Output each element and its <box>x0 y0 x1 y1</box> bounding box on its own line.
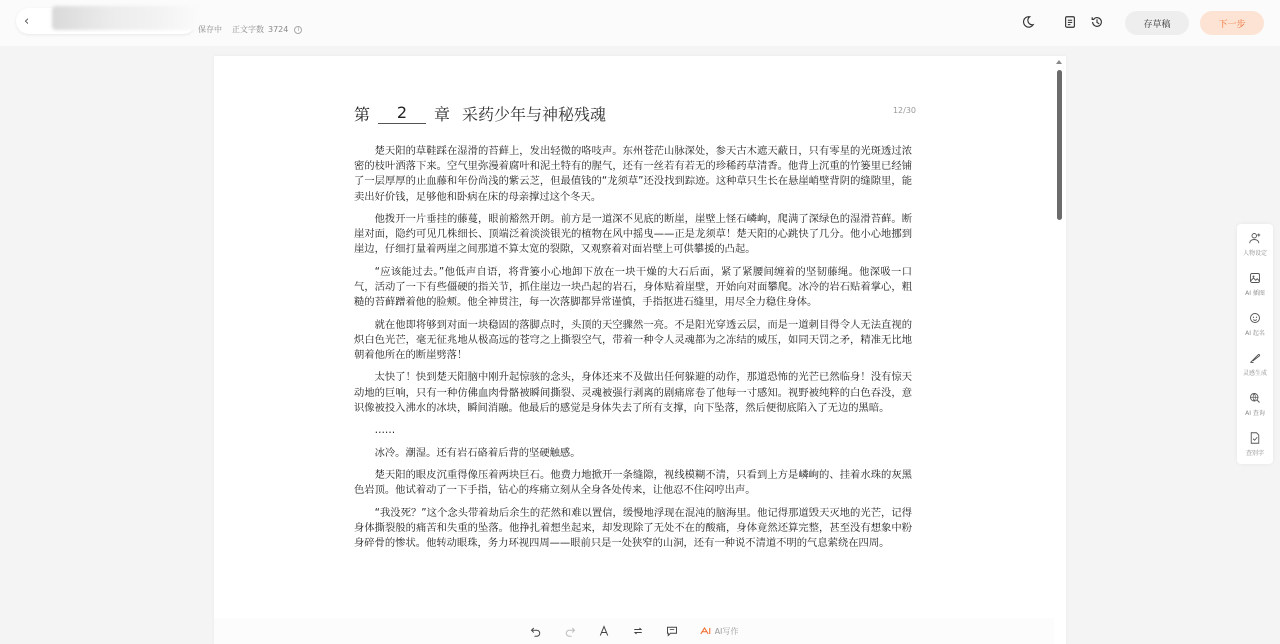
feather-pen-icon <box>1249 352 1261 364</box>
save-draft-button[interactable]: 存草稿 <box>1125 11 1189 35</box>
side-item-typo-check[interactable] <box>1237 432 1273 468</box>
document-list-icon[interactable] <box>1063 15 1077 29</box>
save-status-text: 保存中 <box>198 25 222 34</box>
paragraph: 冰冷。潮湿。还有岩石硌着后背的坚硬触感。 <box>374 446 581 459</box>
paragraph: “应该能过去。”他低声自语，将背篓小心地卸下放在一块干燥的大石后面，紧了紧腰间缠着的坚韧藤绳。他深吸一口气，活动了一下有些僵硬的指关节，抓住崖边一块凸起的岩石，身体贴着崖壁，开始向对面攀爬。冰冷的岩石贴着掌心，粗糙的苔藓蹭着他的脸颊。他全神贯注，每一次落脚都异常谨慎，手指抠进石缝里，用尽全力稳住身体。 <box>354 265 912 309</box>
side-item-label: AI 查询 <box>1245 410 1265 417</box>
side-item-inspiration[interactable] <box>1237 352 1273 388</box>
paragraph: 楚天阳的眼皮沉重得像压着两块巨石。他费力地掀开一条缝隙，视线模糊不清，只看到上方是嶙峋的、挂着水珠的灰黑色岩顶。他试着动了一下手指，钻心的疼痛立刻从全身各处传来，让他忍不住闷哼出声。 <box>354 468 912 497</box>
moon-icon[interactable] <box>1021 15 1035 29</box>
info-icon[interactable]: i <box>294 26 302 34</box>
side-item-label: 灵感生成 <box>1242 370 1267 377</box>
paragraph: “我没死？”这个念头带着劫后余生的茫然和难以置信，缓慢地浮现在混沌的脑海里。他记得那道毁天灭地的光芒，记得身体撕裂般的痛苦和失重的坠落。他挣扎着想坐起来，却发现除了无处不在的酸痛，身体竟然还算完整，甚至没有想象中粉身碎骨的惨状。他转动眼珠，务力环视四周——眼前只是一处狭窄的山洞，还有一种说不清道不明的气息萦绕在四周。 <box>354 506 912 549</box>
save-status-bar <box>198 24 302 35</box>
user-add-icon <box>1249 232 1261 244</box>
editor-paper <box>214 56 1066 644</box>
history-icon[interactable] <box>1090 15 1104 29</box>
word-count-label: 正文字数 <box>232 25 264 34</box>
paragraph: 太快了！快到楚天阳脑中刚升起惊骇的念头，身体还来不及做出任何躲避的动作，那道恐怖的光芒已然临身！没有惊天动地的巨响，只有一种仿佛血肉骨骼被瞬间撕裂、灵魂被强行剥离的剧痛席卷了他每一寸感知。视野被纯粹的白色吞没，意识像被投入沸水的冰块，瞬间消融。他最后的感觉是身体失去了所有支撑，向下坠落，然后便彻底陷入了无边的黑暗。 <box>354 371 912 414</box>
chevron-left-icon: ‹ <box>24 13 30 29</box>
paragraph: 楚天阳的草鞋踩在湿滑的苔藓上，发出轻微的咯吱声。东州苍茫山脉深处，参天古木遮天蔽日，只有零星的光斑透过浓密的枝叶洒落下来。空气里弥漫着腐叶和泥土特有的腥气，还有一丝若有若无的珍稀药草清香。他背上沉重的竹篓里已经铺了一层厚厚的止血藤和年份尚浅的紫云芝，但最值钱的“龙须草”还没找到踪迹。这种草只生长在悬崖峭壁背阴的缝隙里，能卖出好价钱，足够他和卧病在床的母亲撑过这个冬天。 <box>354 145 912 203</box>
document-check-icon <box>1249 432 1261 444</box>
comment-icon[interactable] <box>666 625 678 637</box>
replace-icon[interactable] <box>632 625 644 637</box>
undo-icon[interactable] <box>530 625 542 637</box>
ai-pen-icon <box>700 626 712 636</box>
side-item-ai-illustration[interactable] <box>1237 272 1273 308</box>
ai-write-button[interactable] <box>700 626 739 637</box>
chapter-suffix: 章 <box>434 104 451 124</box>
side-item-label: 查别字 <box>1245 450 1264 457</box>
book-title-redacted <box>52 6 200 30</box>
side-item-character-settings[interactable] <box>1237 232 1273 268</box>
chapter-prefix: 第 <box>354 104 371 124</box>
bottom-toolbar <box>214 618 1054 644</box>
next-step-button[interactable]: 下一步 <box>1200 11 1264 35</box>
globe-search-icon <box>1249 392 1261 404</box>
chapter-number-input[interactable]: 2 <box>378 103 426 124</box>
title-char-count: 12/30 <box>892 106 916 115</box>
word-count-value: 3724 <box>268 25 289 34</box>
smile-icon <box>1249 312 1261 324</box>
paragraph: 他拨开一片垂挂的藤蔓，眼前豁然开朗。前方是一道深不见底的断崖，崖壁上怪石嶙峋，爬满了深绿色的湿滑苔藓。断崖对面，隐约可见几株细长、顶端泛着淡淡银光的植物在风中摇曳——正是龙须草！楚天阳的心跳快了几分。他小心地挪到崖边，仔细打量着两崖之间那道不算太宽的裂隙，又观察着对面岩壁上可供攀援的凸起。 <box>354 213 912 256</box>
redo-icon[interactable] <box>564 625 576 637</box>
side-item-label: AI 起名 <box>1245 330 1265 337</box>
side-item-label: AI 插图 <box>1245 290 1265 297</box>
paragraph: 就在他即将够到对面一块稳固的落脚点时，头顶的天空骤然一亮。不是阳光穿透云层，而是一道刺目得令人无法直视的炽白色光芒，毫无征兆地从极高远的苍穹之上撕裂空气，带着一种令人灵魂都为之冻结的威压，如同天罚之矛，精准无比地朝着他所在的断崖劈落！ <box>354 318 912 361</box>
side-item-ai-naming[interactable] <box>1237 312 1273 348</box>
scroll-up-arrow[interactable] <box>1056 60 1062 64</box>
text-format-icon[interactable] <box>598 625 610 637</box>
chapter-title-input[interactable]: 采药少年与神秘残魂 <box>462 104 607 124</box>
ai-write-label: AI写作 <box>714 626 739 636</box>
side-item-ai-query[interactable] <box>1237 392 1273 428</box>
top-bar <box>0 0 1280 46</box>
chapter-body-editor[interactable] <box>354 144 912 558</box>
scrollbar-thumb[interactable] <box>1057 70 1062 220</box>
side-tool-panel <box>1237 224 1273 464</box>
side-item-label: 人物设定 <box>1242 250 1267 257</box>
chapter-header <box>354 100 916 126</box>
paragraph: …… <box>374 424 396 437</box>
image-icon <box>1249 272 1261 284</box>
